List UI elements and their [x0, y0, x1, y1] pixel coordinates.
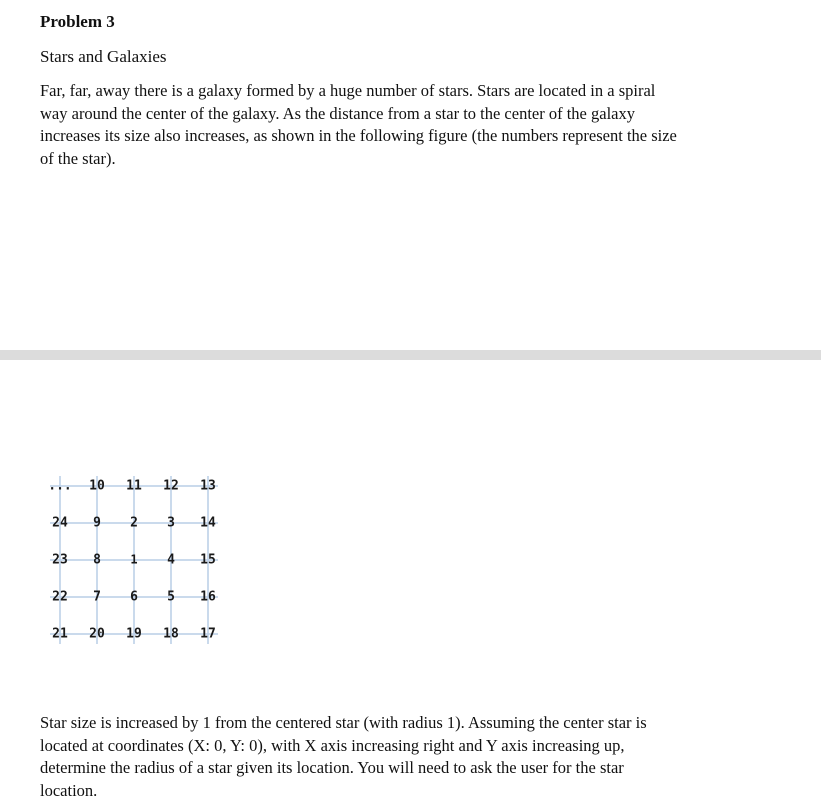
star-label: 11: [126, 478, 142, 494]
star-label: 14: [200, 515, 216, 531]
task-line: located at coordinates (X: 0, Y: 0), with X axis increasing right and Y axis increasing up,: [40, 735, 625, 755]
star-label: 12: [163, 478, 179, 494]
star-label: 18: [163, 626, 179, 642]
star-label: 16: [200, 589, 216, 605]
star-label: 24: [52, 515, 68, 531]
star-label: 20: [89, 626, 105, 642]
intro-line: increases its size also increases, as shown in the following figure (the numbers represent the size: [40, 126, 677, 145]
star-label: ...: [48, 478, 72, 494]
center-star-label: 1: [130, 552, 138, 567]
star-label: 6: [130, 589, 138, 605]
star-label: 19: [126, 626, 142, 642]
intro-line: Far, far, away there is a galaxy formed by a huge number of stars. Stars are located in a spiral: [40, 81, 656, 100]
star-label: 8: [93, 552, 101, 568]
page-divider: [0, 350, 821, 360]
task-line: determine the radius of a star given its location. You will need to ask the user for the star: [40, 758, 624, 777]
star-label: 23: [52, 552, 68, 568]
task-paragraph: [40, 712, 760, 802]
star-label: 10: [89, 478, 105, 494]
star-label: 7: [93, 589, 101, 605]
spiral-figure: [40, 468, 230, 668]
star-label: 15: [200, 552, 216, 568]
star-label: 2: [130, 515, 138, 531]
problem-subtitle: Stars and Galaxies: [40, 47, 167, 66]
intro-line: of the star).: [40, 148, 116, 168]
star-label: 3: [167, 515, 175, 531]
star-label: 21: [52, 626, 68, 642]
star-label: 4: [167, 552, 175, 568]
problem-title: Problem 3: [40, 12, 115, 31]
star-label: 9: [93, 515, 101, 531]
intro-line: way around the center of the galaxy. As the distance from a star to the center of the galaxy: [40, 103, 635, 123]
star-label: 22: [52, 589, 68, 605]
star-label: 13: [200, 478, 216, 494]
task-line: Star size is increased by 1 from the centered star (with radius 1). Assuming the center star is: [40, 713, 647, 732]
star-label: 5: [167, 589, 175, 605]
intro-paragraph: [40, 80, 760, 170]
star-label: 17: [200, 626, 216, 642]
task-line: location.: [40, 780, 98, 800]
